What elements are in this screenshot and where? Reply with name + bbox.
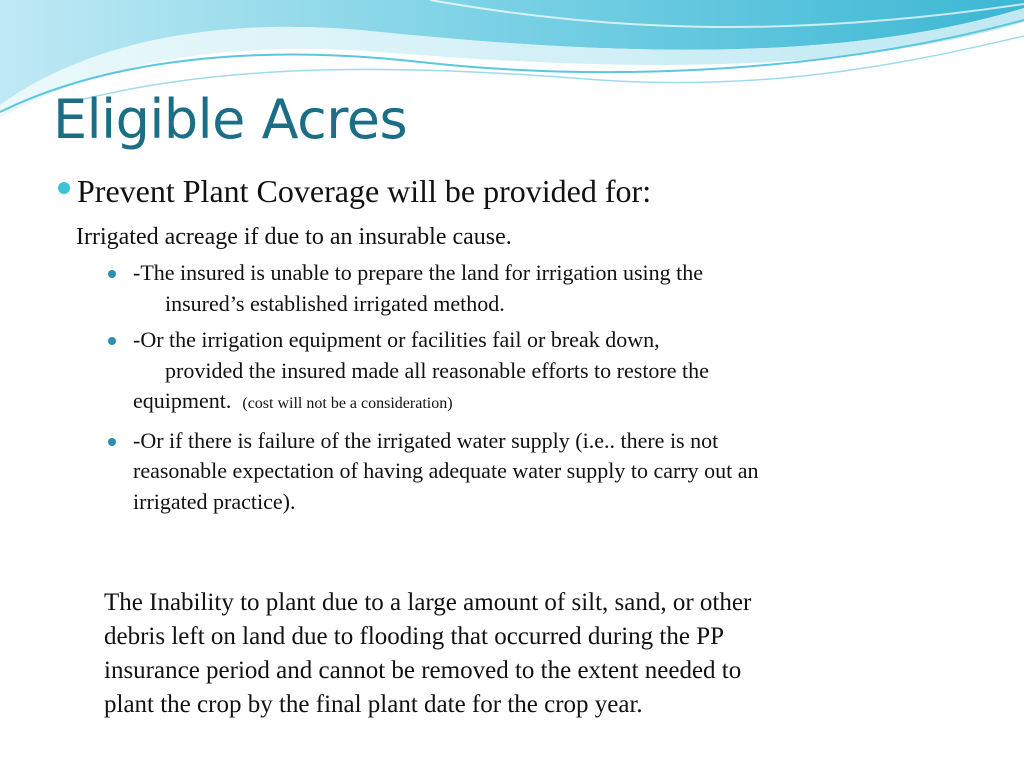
sub-heading: Irrigated acreage if due to an insurable cause. — [76, 224, 512, 250]
sub-bullet-line: insured’s established irrigated method. — [165, 290, 505, 316]
main-bullet — [77, 168, 997, 214]
closing-line: insurance period and cannot be removed to the extent needed to — [104, 657, 742, 684]
sub-bullet-line: -Or the irrigation equipment or facilities fail or break down, — [133, 327, 660, 352]
closing-line: The Inability to plant due to a large amount of silt, sand, or other — [104, 589, 752, 616]
sub-bullet-line-with-note — [133, 386, 993, 420]
sub-bullet-line: -The insured is unable to prepare the land for irrigation using the — [133, 260, 703, 285]
sub-bullet-dot-icon — [108, 270, 116, 278]
sub-bullet-line: irrigated practice). — [133, 488, 296, 514]
closing-line: debris left on land due to flooding that occurred during the PP — [104, 623, 725, 650]
sub-bullet-item — [133, 258, 993, 319]
sub-bullet-line: equipment. — [133, 388, 232, 413]
sub-bullet-line: reasonable expectation of having adequate water supply to carry out an — [133, 458, 759, 483]
sub-bullet-line: provided the insured made all reasonable efforts to restore the — [165, 357, 709, 383]
sub-bullet-list — [133, 258, 993, 523]
sub-bullet-dot-icon — [108, 337, 116, 345]
sub-bullet-item — [133, 426, 993, 518]
slide-title: Eligible Acres — [53, 88, 408, 151]
bullet-dot-icon — [58, 182, 70, 194]
sub-bullet-dot-icon — [108, 438, 116, 446]
cost-note: (cost will not be a consideration) — [242, 395, 453, 412]
sub-bullet-line: -Or if there is failure of the irrigated water supply (i.e.. there is not — [133, 427, 719, 453]
closing-line: plant the crop by the final plant date for the crop year. — [104, 691, 643, 718]
main-bullet-text: Prevent Plant Coverage will be provided for: — [77, 173, 652, 209]
closing-paragraph — [104, 586, 934, 722]
sub-bullet-item — [133, 325, 993, 420]
